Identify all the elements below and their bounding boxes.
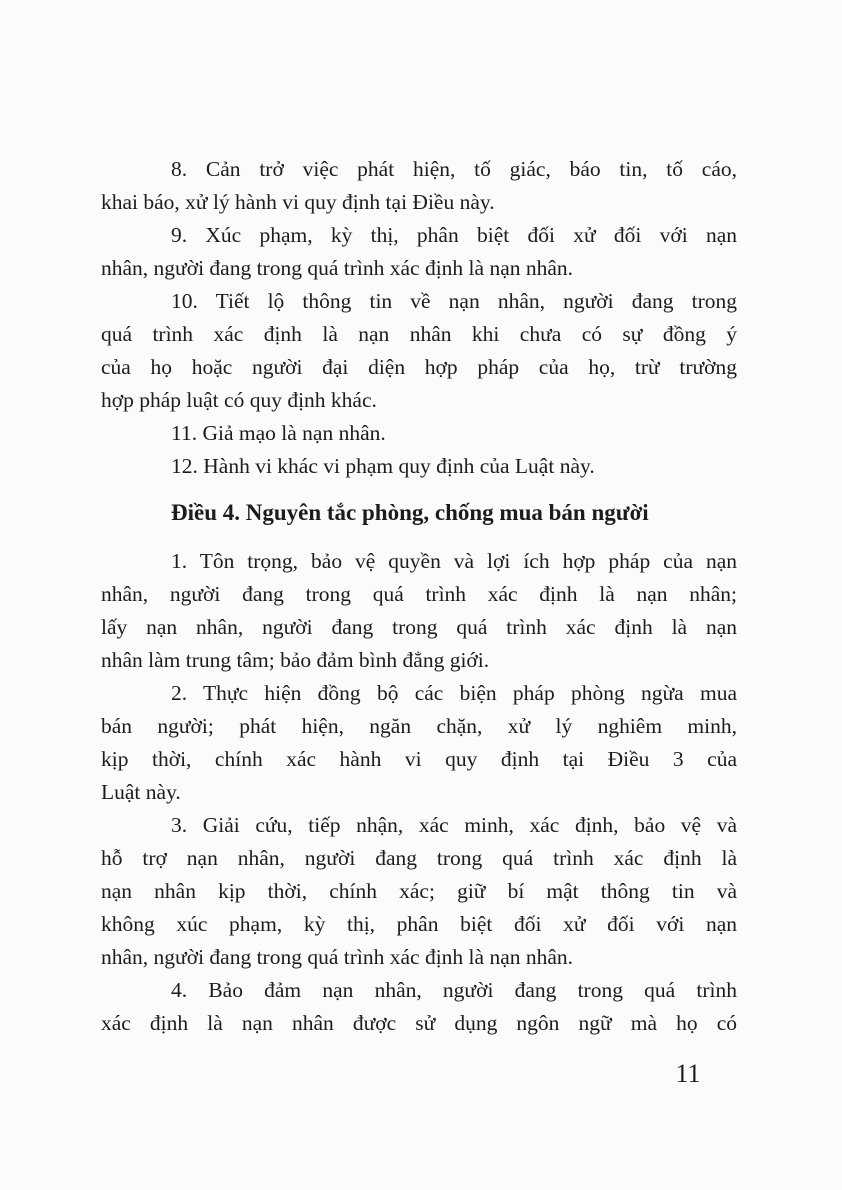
text-line: bán người; phát hiện, ngăn chặn, xử lý nghiêm minh, — [101, 714, 737, 738]
paragraph — [101, 417, 737, 450]
paragraph — [101, 809, 737, 974]
text-line: 3. Giải cứu, tiếp nhận, xác minh, xác định, bảo vệ và — [171, 813, 737, 837]
text-line: 9. Xúc phạm, kỳ thị, phân biệt đối xử đối với nạn — [171, 223, 737, 247]
page-body — [101, 153, 737, 1040]
text-line: hỗ trợ nạn nhân, người đang trong quá trình xác định là — [101, 846, 737, 870]
text-line: 1. Tôn trọng, bảo vệ quyền và lợi ích hợp pháp của nạn — [171, 549, 737, 573]
text-line: nhân, người đang trong quá trình xác định là nạn nhân. — [101, 945, 574, 969]
text-line: khai báo, xử lý hành vi quy định tại Điều này. — [101, 190, 495, 214]
text-line: kịp thời, chính xác hành vi quy định tại Điều 3 của — [101, 747, 737, 771]
text-line: 4. Bảo đảm nạn nhân, người đang trong quá trình — [171, 978, 737, 1002]
text-line: xác định là nạn nhân được sử dụng ngôn ngữ mà họ có — [101, 1011, 737, 1035]
text-line: của họ hoặc người đại diện hợp pháp của họ, trừ trường — [101, 355, 737, 379]
paragraph — [101, 153, 737, 219]
text-line: 8. Cản trở việc phát hiện, tố giác, báo tin, tố cáo, — [171, 157, 737, 181]
heading-line: Điều 4. Nguyên tắc phòng, chống mua bán người — [171, 500, 649, 525]
text-line: nạn nhân kịp thời, chính xác; giữ bí mật thông tin và — [101, 879, 737, 903]
paragraph — [101, 677, 737, 809]
text-line: 12. Hành vi khác vi phạm quy định của Luật này. — [171, 454, 595, 478]
text-line: nhân, người đang trong quá trình xác định là nạn nhân; — [101, 582, 737, 606]
text-line: không xúc phạm, kỳ thị, phân biệt đối xử đối với nạn — [101, 912, 737, 936]
text-line: Luật này. — [101, 780, 181, 804]
paragraph — [101, 545, 737, 677]
paragraph — [101, 285, 737, 417]
paragraph — [101, 219, 737, 285]
paragraph — [101, 974, 737, 1040]
text-line: lấy nạn nhân, người đang trong quá trình xác định là nạn — [101, 615, 737, 639]
text-line: 11. Giả mạo là nạn nhân. — [171, 421, 386, 445]
text-line: 10. Tiết lộ thông tin về nạn nhân, người đang trong — [171, 289, 737, 313]
text-line: nhân làm trung tâm; bảo đảm bình đẳng giới. — [101, 648, 490, 672]
page-number: 11 — [675, 1059, 701, 1088]
text-line: hợp pháp luật có quy định khác. — [101, 388, 377, 412]
text-line: nhân, người đang trong quá trình xác định là nạn nhân. — [101, 256, 574, 280]
section-heading — [101, 496, 737, 529]
text-line: 2. Thực hiện đồng bộ các biện pháp phòng ngừa mua — [171, 681, 737, 705]
paragraph — [101, 450, 737, 483]
text-line: quá trình xác định là nạn nhân khi chưa có sự đồng ý — [101, 322, 737, 346]
